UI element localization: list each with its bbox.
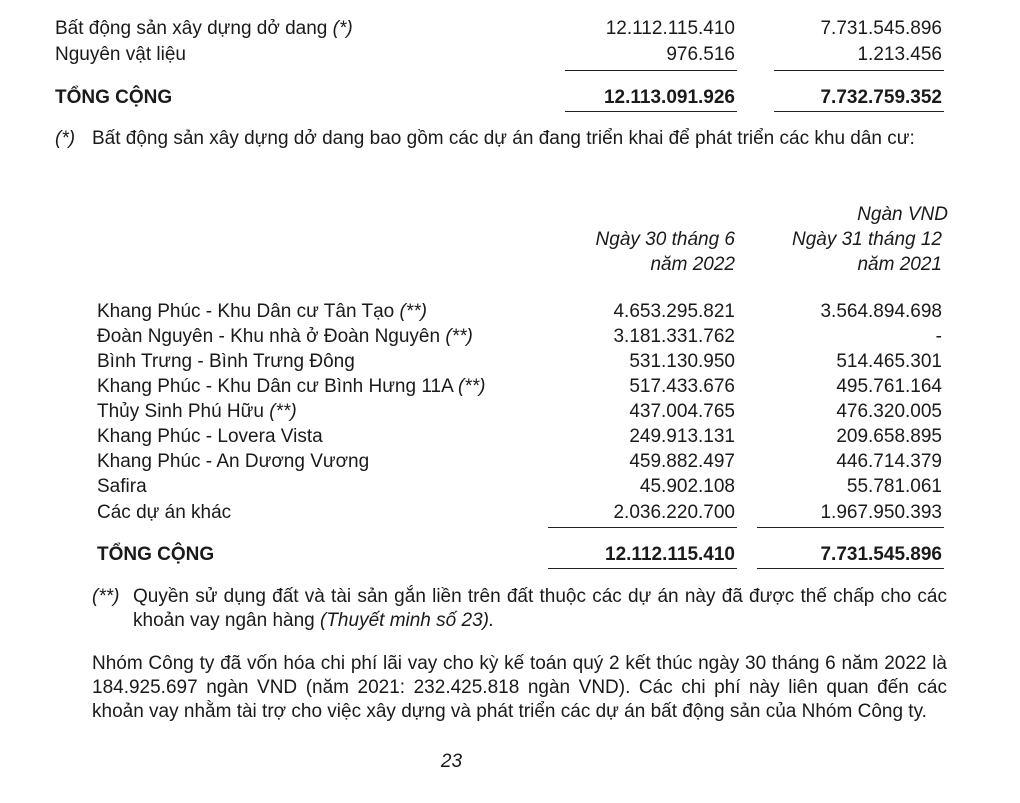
value-2022: 976.516	[666, 44, 735, 65]
table-row	[0, 300, 1020, 324]
footnote-marker: (*)	[55, 128, 76, 149]
row-label: Bình Trưng - Bình Trưng Đông	[97, 351, 355, 372]
unit-label: Ngàn VND	[857, 204, 948, 225]
total-rule	[774, 111, 944, 112]
value-2022: 437.004.765	[629, 401, 735, 422]
footnote-star-text: Bất động sản xây dựng dở dang bao gồm các dự án đang triển khai để phát triển các khu dân cư:	[92, 128, 915, 149]
subtotal-rule	[565, 70, 737, 71]
row-label: Thủy Sinh Phú Hữu	[97, 401, 264, 422]
value-2021: 446.714.379	[836, 451, 942, 472]
value-2021: 476.320.005	[836, 401, 942, 422]
footnote-double-star-text	[133, 585, 947, 633]
table-row	[0, 325, 1020, 349]
total-row	[0, 86, 1020, 110]
footnote-marker: (**)	[92, 586, 120, 607]
value-2022: 531.130.950	[629, 351, 735, 372]
value-2022: 517.433.676	[629, 376, 735, 397]
footnote-marker: (**)	[457, 376, 486, 397]
column-header-line: năm 2021	[857, 253, 942, 275]
total-label: TỔNG CỘNG	[55, 87, 173, 108]
subtotal-rule	[774, 70, 944, 71]
footnote-marker: (**)	[269, 401, 297, 422]
row-label: Các dự án khác	[97, 502, 232, 523]
table-row	[0, 501, 1020, 525]
row-label: Khang Phúc - Khu Dân cư Bình Hưng 11A	[97, 376, 453, 397]
total-2021: 7.731.545.896	[820, 544, 942, 565]
column-header-2022	[596, 228, 735, 277]
table-row	[0, 17, 1020, 41]
footnote-marker: (*)	[332, 18, 353, 39]
footnote-reference: (Thuyết minh số 23).	[320, 610, 495, 631]
value-2021: -	[935, 326, 942, 347]
row-label: Đoàn Nguyên - Khu nhà ở Đoàn Nguyên	[97, 326, 441, 347]
page-number: 23	[440, 751, 463, 772]
table-row	[0, 350, 1020, 374]
column-header-line: Ngày 30 tháng 6	[595, 229, 735, 250]
row-label: Khang Phúc - Lovera Vista	[97, 426, 323, 447]
value-2022: 12.112.115.410	[605, 18, 735, 39]
value-2022: 2.036.220.700	[613, 502, 735, 523]
value-2021: 3.564.894.698	[820, 301, 942, 322]
row-label: Bất động sản xây dựng dở dang	[55, 18, 328, 39]
total-2022: 12.113.091.926	[603, 87, 735, 108]
value-2021: 1.967.950.393	[820, 502, 942, 523]
total-row	[0, 543, 1020, 567]
table-row	[0, 425, 1020, 449]
row-label: Nguyên vật liệu	[55, 44, 186, 65]
total-label: TỔNG CỘNG	[97, 544, 215, 565]
total-rule	[757, 568, 944, 569]
value-2022: 3.181.331.762	[613, 326, 735, 347]
value-2021: 514.465.301	[836, 351, 942, 372]
value-2022: 45.902.108	[639, 476, 735, 497]
value-2021: 495.761.164	[836, 376, 942, 397]
table-row	[0, 400, 1020, 424]
subtotal-rule	[548, 527, 737, 528]
column-header-line: Ngày 31 tháng 12	[791, 229, 942, 250]
row-label: Safira	[97, 476, 147, 497]
total-2021: 7.732.759.352	[820, 87, 942, 108]
subtotal-rule	[757, 527, 944, 528]
row-label: Khang Phúc - An Dương Vương	[97, 451, 370, 472]
total-rule	[548, 568, 737, 569]
value-2021: 7.731.545.896	[820, 18, 942, 39]
column-header-2021	[792, 228, 942, 277]
footnote-marker: (**)	[399, 301, 427, 322]
table-row	[0, 43, 1020, 67]
table-row	[0, 450, 1020, 474]
column-header-line: năm 2022	[650, 253, 735, 275]
total-2022: 12.112.115.410	[605, 544, 735, 565]
value-2022: 459.882.497	[629, 451, 735, 472]
interest-capitalization-paragraph: Nhóm Công ty đã vốn hóa chi phí lãi vay cho kỳ kế toán quý 2 kết thúc ngày 30 tháng 6 năm 2022 là 184.925.697 ngàn VND (năm 2021: 232.425.818 ngàn VND). Các chi phí này liên quan đến các khoản vay nhằm tài trợ cho việc xây dựng và phát triển các dự án bất động sản của Nhóm Công ty.	[92, 653, 947, 722]
table-row	[0, 375, 1020, 399]
value-2022: 249.913.131	[629, 426, 735, 447]
value-2022: 4.653.295.821	[613, 301, 735, 322]
table-row	[0, 475, 1020, 499]
row-label: Khang Phúc - Khu Dân cư Tân Tạo	[97, 301, 395, 322]
value-2021: 55.781.061	[846, 476, 942, 497]
total-rule	[565, 111, 737, 112]
footnote-marker: (**)	[445, 326, 473, 347]
value-2021: 209.658.895	[836, 426, 942, 447]
value-2021: 1.213.456	[857, 44, 942, 65]
footnote-body: Quyền sử dụng đất và tài sản gắn liền trên đất thuộc các dự án này đã được thế chấp cho các khoản vay ngân hàng	[133, 586, 947, 631]
